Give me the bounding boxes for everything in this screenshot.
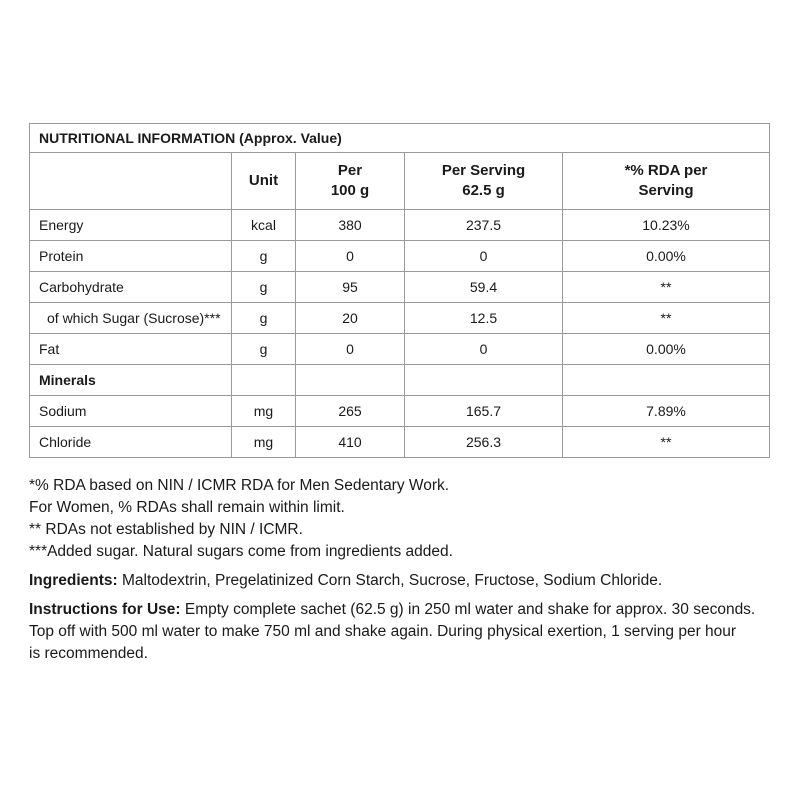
nutrient-serving: 165.7 — [405, 396, 563, 427]
header-unit: Unit — [232, 153, 296, 210]
footnote-women: For Women, % RDAs shall remain within limit. — [29, 499, 345, 516]
nutrient-rda: 0.00% — [563, 334, 770, 365]
nutrient-per100: 410 — [296, 427, 405, 458]
nutrient-unit: mg — [232, 427, 296, 458]
table-row-minerals — [30, 365, 770, 396]
table-row-chloride — [30, 427, 770, 458]
nutrient-unit — [232, 365, 296, 396]
nutrient-serving: 59.4 — [405, 272, 563, 303]
nutrient-rda: ** — [563, 427, 770, 458]
nutrient-rda: 10.23% — [563, 210, 770, 241]
nutrient-name: Chloride — [30, 427, 232, 458]
section-heading-minerals: Minerals — [30, 365, 232, 396]
nutrient-unit: mg — [232, 396, 296, 427]
nutrient-rda — [563, 365, 770, 396]
instructions-label: Instructions for Use: — [29, 601, 181, 618]
header-per-serving — [405, 153, 563, 210]
label-notes — [29, 475, 779, 665]
table-title: NUTRITIONAL INFORMATION (Approx. Value) — [30, 124, 770, 153]
nutrient-serving: 0 — [405, 241, 563, 272]
nutrient-serving: 256.3 — [405, 427, 563, 458]
nutrient-name: of which Sugar (Sucrose)*** — [30, 303, 232, 334]
nutrition-table — [29, 123, 770, 458]
table-row-sugar — [30, 303, 770, 334]
header-per-100g-line2: 100 g — [330, 182, 370, 199]
nutrient-serving — [405, 365, 563, 396]
instructions-paragraph — [29, 599, 779, 665]
table-row-carbohydrate — [30, 272, 770, 303]
table-row-protein — [30, 241, 770, 272]
footnote-added-sugar: ***Added sugar. Natural sugars come from ingredients added. — [29, 543, 453, 560]
ingredients-paragraph — [29, 570, 779, 592]
nutrient-serving: 237.5 — [405, 210, 563, 241]
nutrient-serving: 12.5 — [405, 303, 563, 334]
header-per-serving-line2: 62.5 g — [462, 182, 505, 199]
ingredients-label: Ingredients: — [29, 572, 118, 589]
instructions-line1: Empty complete sachet (62.5 g) in 250 ml water and shake for approx. 30 seconds. — [180, 601, 756, 618]
nutrient-rda: ** — [563, 272, 770, 303]
nutrient-unit: g — [232, 241, 296, 272]
footnote-not-established: ** RDAs not established by NIN / ICMR. — [29, 521, 303, 538]
nutrient-unit: g — [232, 303, 296, 334]
nutrient-per100: 0 — [296, 334, 405, 365]
nutrient-unit: g — [232, 334, 296, 365]
nutrient-name: Fat — [30, 334, 232, 365]
nutrient-per100: 95 — [296, 272, 405, 303]
instructions-line2: Top off with 500 ml water to make 750 ml and shake again. During physical exertion, 1 serving per hour — [29, 623, 737, 640]
table-header-row — [30, 153, 770, 210]
nutrient-per100 — [296, 365, 405, 396]
nutrition-panel — [29, 123, 769, 458]
header-rda-line1: *% RDA per — [624, 162, 708, 179]
table-row-energy — [30, 210, 770, 241]
nutrient-rda: ** — [563, 303, 770, 334]
ingredients-text: Maltodextrin, Pregelatinized Corn Starch, Sucrose, Fructose, Sodium Chloride. — [117, 572, 663, 589]
nutrient-name: Protein — [30, 241, 232, 272]
nutrient-per100: 0 — [296, 241, 405, 272]
table-row-sodium — [30, 396, 770, 427]
header-per-100g — [296, 153, 405, 210]
nutrient-per100: 265 — [296, 396, 405, 427]
header-nutrient — [30, 153, 232, 210]
nutrient-unit: kcal — [232, 210, 296, 241]
nutrient-name: Carbohydrate — [30, 272, 232, 303]
header-rda-line2: Serving — [638, 182, 694, 199]
header-per-100g-line1: Per — [337, 162, 363, 179]
nutrient-name: Sodium — [30, 396, 232, 427]
header-per-serving-line1: Per Serving — [441, 162, 526, 179]
instructions-line3: is recommended. — [29, 645, 148, 662]
nutrient-per100: 380 — [296, 210, 405, 241]
nutrient-unit: g — [232, 272, 296, 303]
table-row-fat — [30, 334, 770, 365]
nutrient-per100: 20 — [296, 303, 405, 334]
footnote-rda-basis: *% RDA based on NIN / ICMR RDA for Men Sedentary Work. — [29, 477, 450, 494]
header-rda — [563, 153, 770, 210]
nutrient-rda: 0.00% — [563, 241, 770, 272]
nutrient-name: Energy — [30, 210, 232, 241]
nutrient-serving: 0 — [405, 334, 563, 365]
nutrient-rda: 7.89% — [563, 396, 770, 427]
